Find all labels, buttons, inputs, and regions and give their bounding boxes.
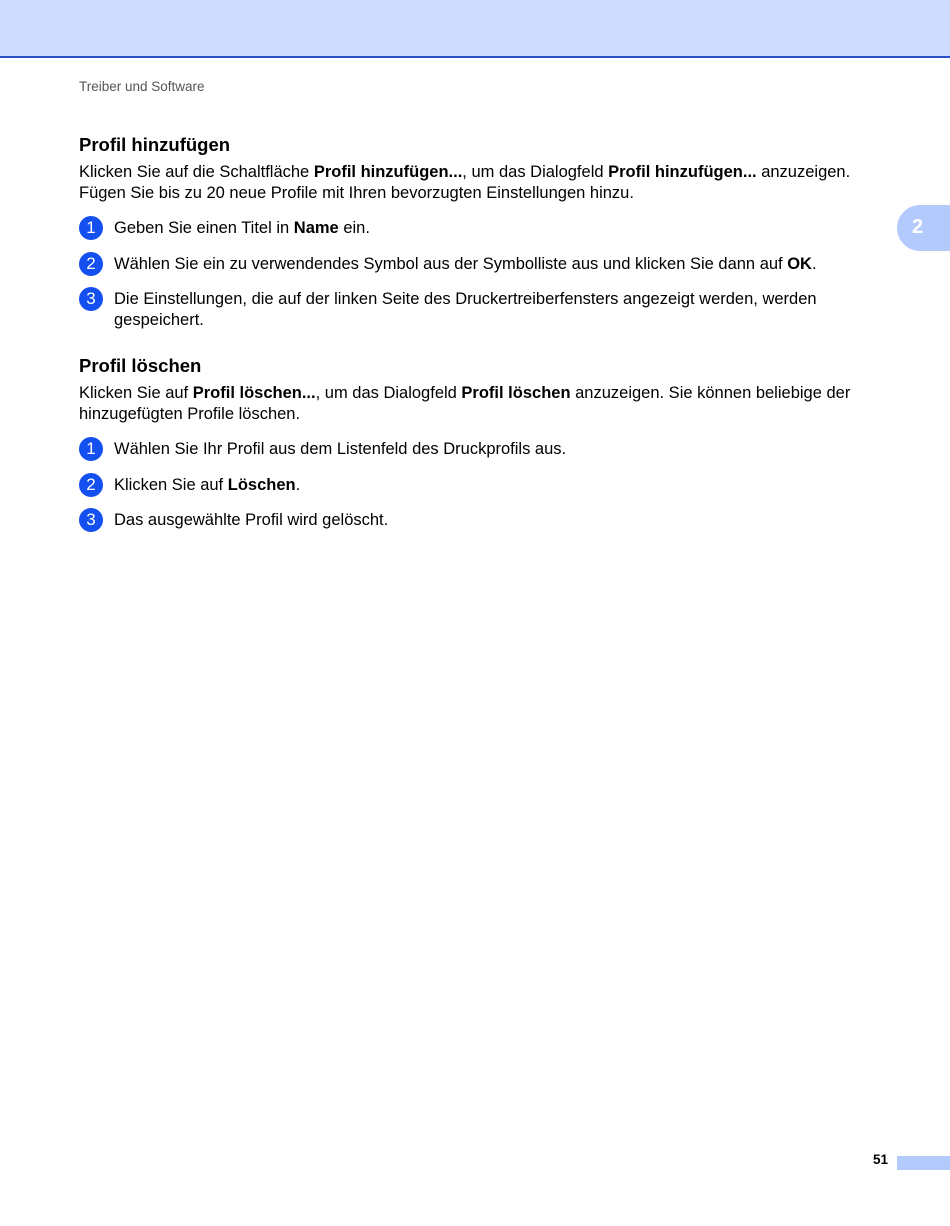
section-profil-hinzufuegen	[79, 134, 889, 330]
step-text: Geben Sie einen Titel in Name ein.	[114, 219, 370, 237]
step-text: Wählen Sie Ihr Profil aus dem Listenfeld des Druckprofils aus.	[114, 440, 567, 458]
section-heading: Profil löschen	[79, 355, 202, 376]
bold-term: Profil hinzufügen...	[608, 163, 757, 181]
section-profil-loeschen	[79, 355, 889, 531]
step-list	[79, 439, 889, 531]
section-intro: Klicken Sie auf Profil löschen..., um das Dialogfeld Profil löschen anzuzeigen. Sie können beliebige der hinzugefügten Profile löschen.	[79, 384, 851, 423]
header-band	[0, 0, 950, 58]
step-number-badge: 3	[79, 287, 103, 311]
page-number: 51	[873, 1152, 889, 1167]
step-number-badge: 1	[79, 437, 103, 461]
step-item	[79, 510, 889, 531]
step-item	[79, 475, 889, 496]
step-number-badge: 1	[79, 216, 103, 240]
step-text: Klicken Sie auf Löschen.	[114, 475, 301, 494]
step-text: Wählen Sie ein zu verwendendes Symbol aus der Symbolliste aus und klicken Sie dann auf OK.	[114, 254, 817, 273]
bold-term: Name	[293, 219, 339, 237]
page-number-tab	[897, 1156, 950, 1170]
bold-term: OK	[787, 254, 812, 273]
step-item	[79, 439, 889, 460]
section-intro: Klicken Sie auf die Schaltfläche Profil hinzufügen..., um das Dialogfeld Profil hinzufügen... anzuzeigen. Fügen Sie bis zu 20 neue Profile mit Ihren bevorzugten Einstellungen hinzu.	[79, 163, 851, 202]
step-number-badge: 2	[79, 473, 103, 497]
bold-term: Löschen	[227, 475, 296, 494]
step-number-badge: 2	[79, 252, 103, 276]
step-text: Die Einstellungen, die auf der linken Seite des Druckertreiberfensters angezeigt werden, werden gespeichert.	[114, 290, 817, 329]
step-item	[79, 254, 889, 275]
chapter-tab: 2	[897, 205, 950, 251]
step-item	[79, 218, 889, 239]
bold-term: Profil hinzufügen...	[313, 163, 463, 181]
section-heading: Profil hinzufügen	[79, 134, 231, 155]
step-text: Das ausgewählte Profil wird gelöscht.	[114, 511, 389, 529]
step-item	[79, 289, 889, 330]
step-list	[79, 218, 889, 330]
step-number-badge: 3	[79, 508, 103, 532]
running-header: Treiber und Software	[79, 79, 205, 94]
bold-term: Profil löschen	[461, 384, 571, 402]
bold-term: Profil löschen...	[192, 384, 316, 402]
